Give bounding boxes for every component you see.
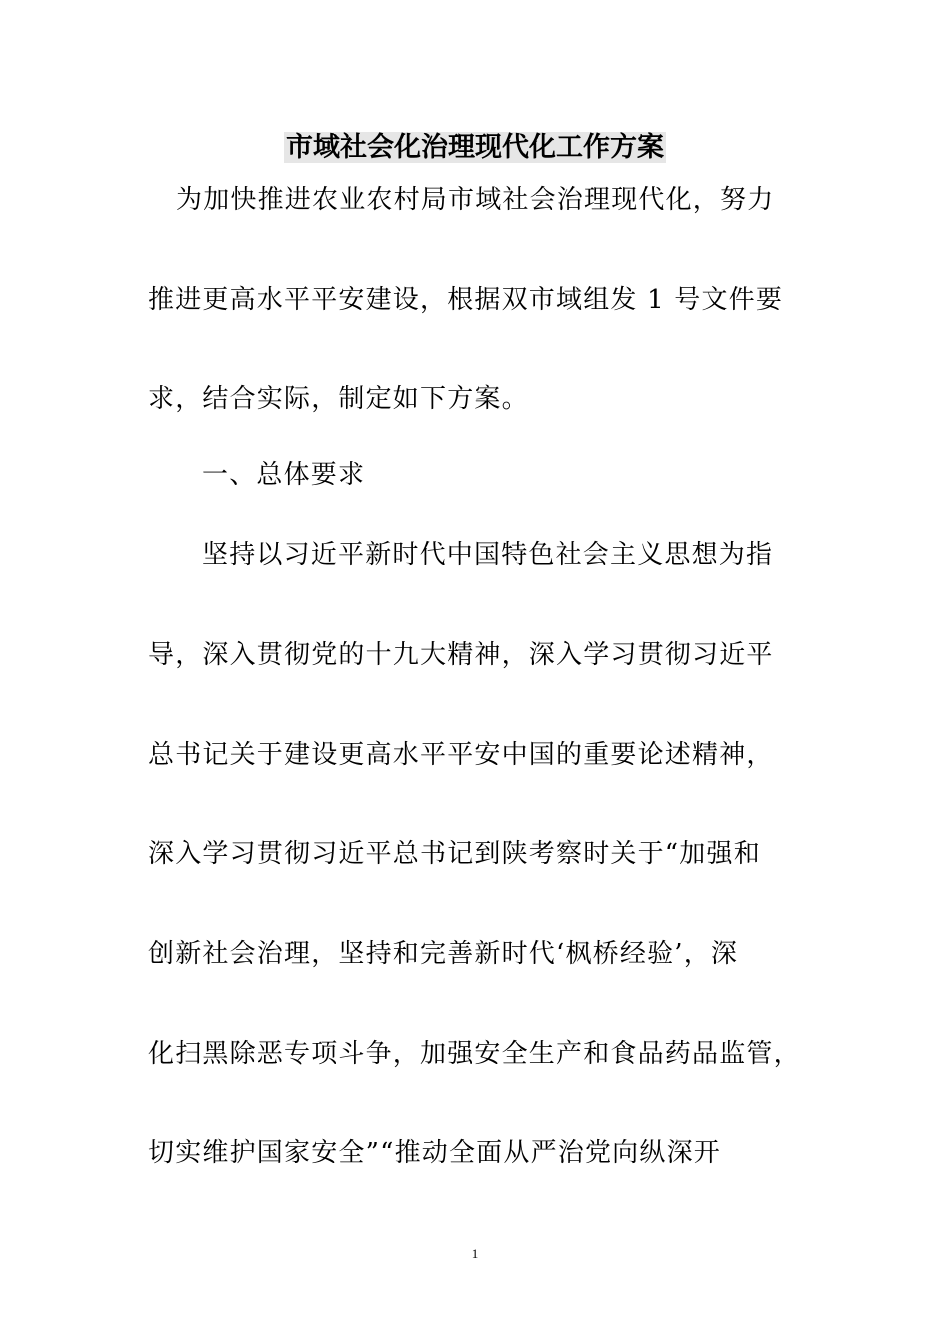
section-heading: 一、总体要求	[202, 460, 366, 490]
paragraph-line: 求，结合实际，制定如下方案。	[148, 384, 529, 414]
paragraph-line: 总书记关于建设更高水平平安中国的重要论述精神，	[148, 740, 774, 770]
paragraph-line: 推进更高水平平安建设，根据双市域组发 1 号文件要	[148, 285, 784, 315]
paragraph-line: 切实维护国家安全”“推动全面从严治党向纵深开	[148, 1138, 721, 1168]
document-title	[0, 128, 950, 168]
page-number: 1	[471, 1246, 479, 1261]
paragraph-line: 导，深入贯彻党的十九大精神，深入学习贯彻习近平	[148, 640, 774, 670]
paragraph-line: 深入学习贯彻习近平总书记到陕考察时关于“加强和	[148, 839, 761, 869]
paragraph-line: 化扫黑除恶专项斗争，加强安全生产和食品药品监管，	[148, 1039, 801, 1069]
paragraph-line: 创新社会治理，坚持和完善新时代‘枫桥经验’，深	[148, 939, 739, 969]
document-title-text: 市域社会化治理现代化工作方案	[286, 132, 664, 163]
paragraph-line: 为加快推进农业农村局市域社会治理现代化，努力	[176, 185, 775, 215]
paragraph-line: 坚持以习近平新时代中国特色社会主义思想为指	[202, 540, 774, 570]
